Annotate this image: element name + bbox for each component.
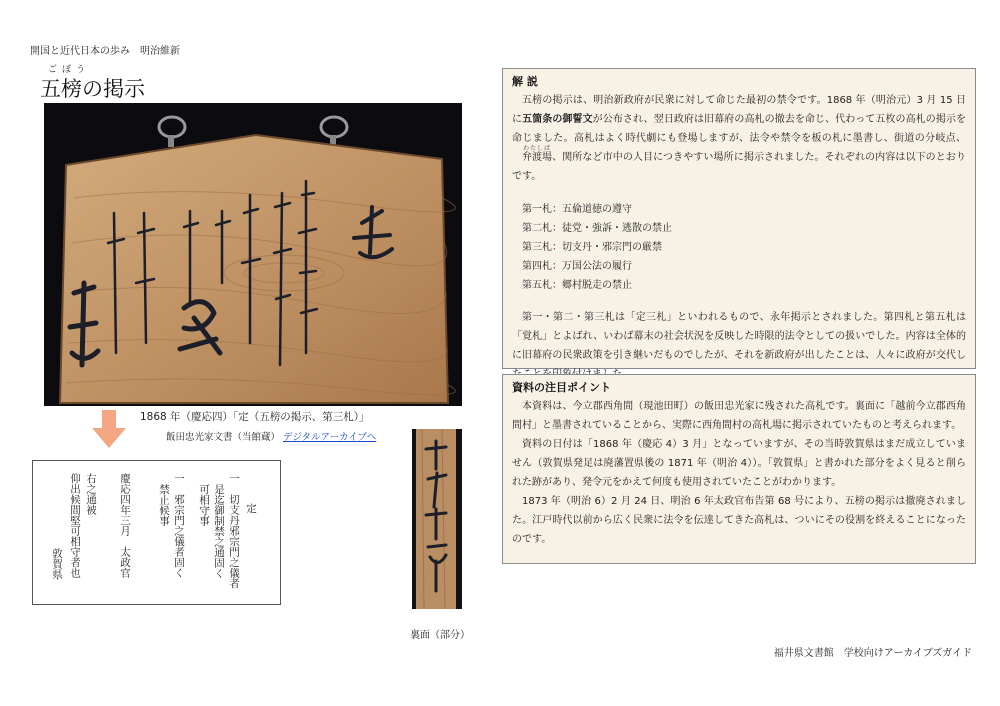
transcription-col-5: 一 邪宗門之儀者固く [173,473,185,578]
transcription-col-9: 仰出候間堅可相守者也 [69,473,81,578]
transcription-col-6: 禁止候事 [158,484,170,526]
transcription-col-8: 右之通被 [85,473,97,515]
archive-link[interactable]: デジタルアーカイブへ [283,432,377,443]
ruby-reading: わたしば [522,145,551,152]
transcription-col-7: 慶応四年三月 太政官 [119,473,131,578]
explanation-p1-part-a: 五榜の掲示は、明治新政府が民衆に対して命じた最初の禁令です。1868 年（明治元）3 月 15 日に [512,95,966,125]
plaque-back-photo [412,429,462,609]
figure-source [166,429,376,443]
transcription-col-2: 一 切支丹邪宗門之儀者 [228,473,240,589]
title-ruby: ごぼう [48,65,91,75]
breadcrumb: 開国と近代日本の歩み 明治維新 [30,46,180,57]
ruby-term [512,145,552,167]
explanation-p1-part-b: が公布され、翌日政府は旧幕府の高札の撤去を命じ、代わって五枚の高札の掲示を命じました。高札はよく時代劇にも登場しますが、法令や禁令を板の札に墨書し、街道の分岐点、 [512,114,967,144]
list-item: 第三札：切支丹・邪宗門の厳禁 [522,242,662,253]
explanation-heading: 解 説 [512,75,538,88]
figure-caption: 1868 年（慶応四）「定（五榜の掲示、第三札）」 [140,411,370,423]
explanation-p1-bold: 五箇条の御誓文 [522,114,593,125]
plaque-photo [44,103,462,406]
list-item: 第四札：万国公法の履行 [522,261,632,272]
list-item: 第二札：徒党・強訴・逃散の禁止 [522,223,672,234]
ruby-base: 弁渡場 [522,152,552,163]
decree-list [512,200,966,295]
transcription-col-10: 敦賀県 [51,548,63,580]
explanation-paragraph-1 [512,91,966,186]
explanation-panel [502,68,976,369]
transcription-col-4: 可相守事 [198,484,210,526]
list-item: 第五札：郷村脱走の禁止 [522,280,632,291]
transcription-col-1: 定 [245,503,257,514]
explanation-paragraph-2: 第一・第二・第三札は「定三札」といわれるもので、永年掲示とされました。第四札と第五札は「覚札」とよばれ、いわば幕末の社会状況を反映した時限的法令としての扱いでした。内容は全体的に旧幕府の民衆政策を引き継いだものでしたが、それを新政府が出したことは、人々に政府が交代し [512,312,966,361]
source-text: 飯田忠光家文書（当館蔵） [166,432,281,443]
back-caption: 裏面（部分） [410,630,470,641]
points-panel [502,374,976,564]
points-heading: 資料の注目ポイント [512,381,611,394]
points-paragraph-3: 1873 年（明治 6）2 月 24 日、明治 6 年太政官布告第 68 号により、五榜の掲示は撤廃されました。江戸時代以前から広く民衆に法令を伝達してきた高札は、ついにその役割を終えることになったのです。 [512,496,966,545]
list-item: 第一札：五倫道徳の遵守 [522,204,632,215]
points-paragraph-1: 本資料は、今立郡西角間（現池田町）の飯田忠光家に残された高札です。裏面に「越前今立郡西角間村」と墨書されていることから、実際に西角間村の高札場に掲示されていたものと考えられます。 [512,401,966,431]
transcription-box [32,460,281,605]
explanation-p1-part-c: 、関所など市中の人目につきやすい場所に掲示されました。それぞれの内容は以下のとおりです。 [512,152,966,182]
transcription-col-3: 是迄御制禁之通固く [213,484,225,579]
points-paragraph-2: 資料の日付は「1868 年（慶応 4）3 月」となっていますが、その当時敦賀県はまだ成立していません（敦賀県発足は廃藩置県後の 1871 年（明治 4））。「敦賀県」と書かれた部分をよく見ると削られた跡があり、発令元をかえて何度も使用されていたことがわかります。 [512,439,966,488]
footer-credit: 福井県文書館 学校向けアーカイブズガイド [773,648,972,659]
page-title: 五榜の掲示 [40,77,145,101]
down-arrow-icon [92,410,126,450]
